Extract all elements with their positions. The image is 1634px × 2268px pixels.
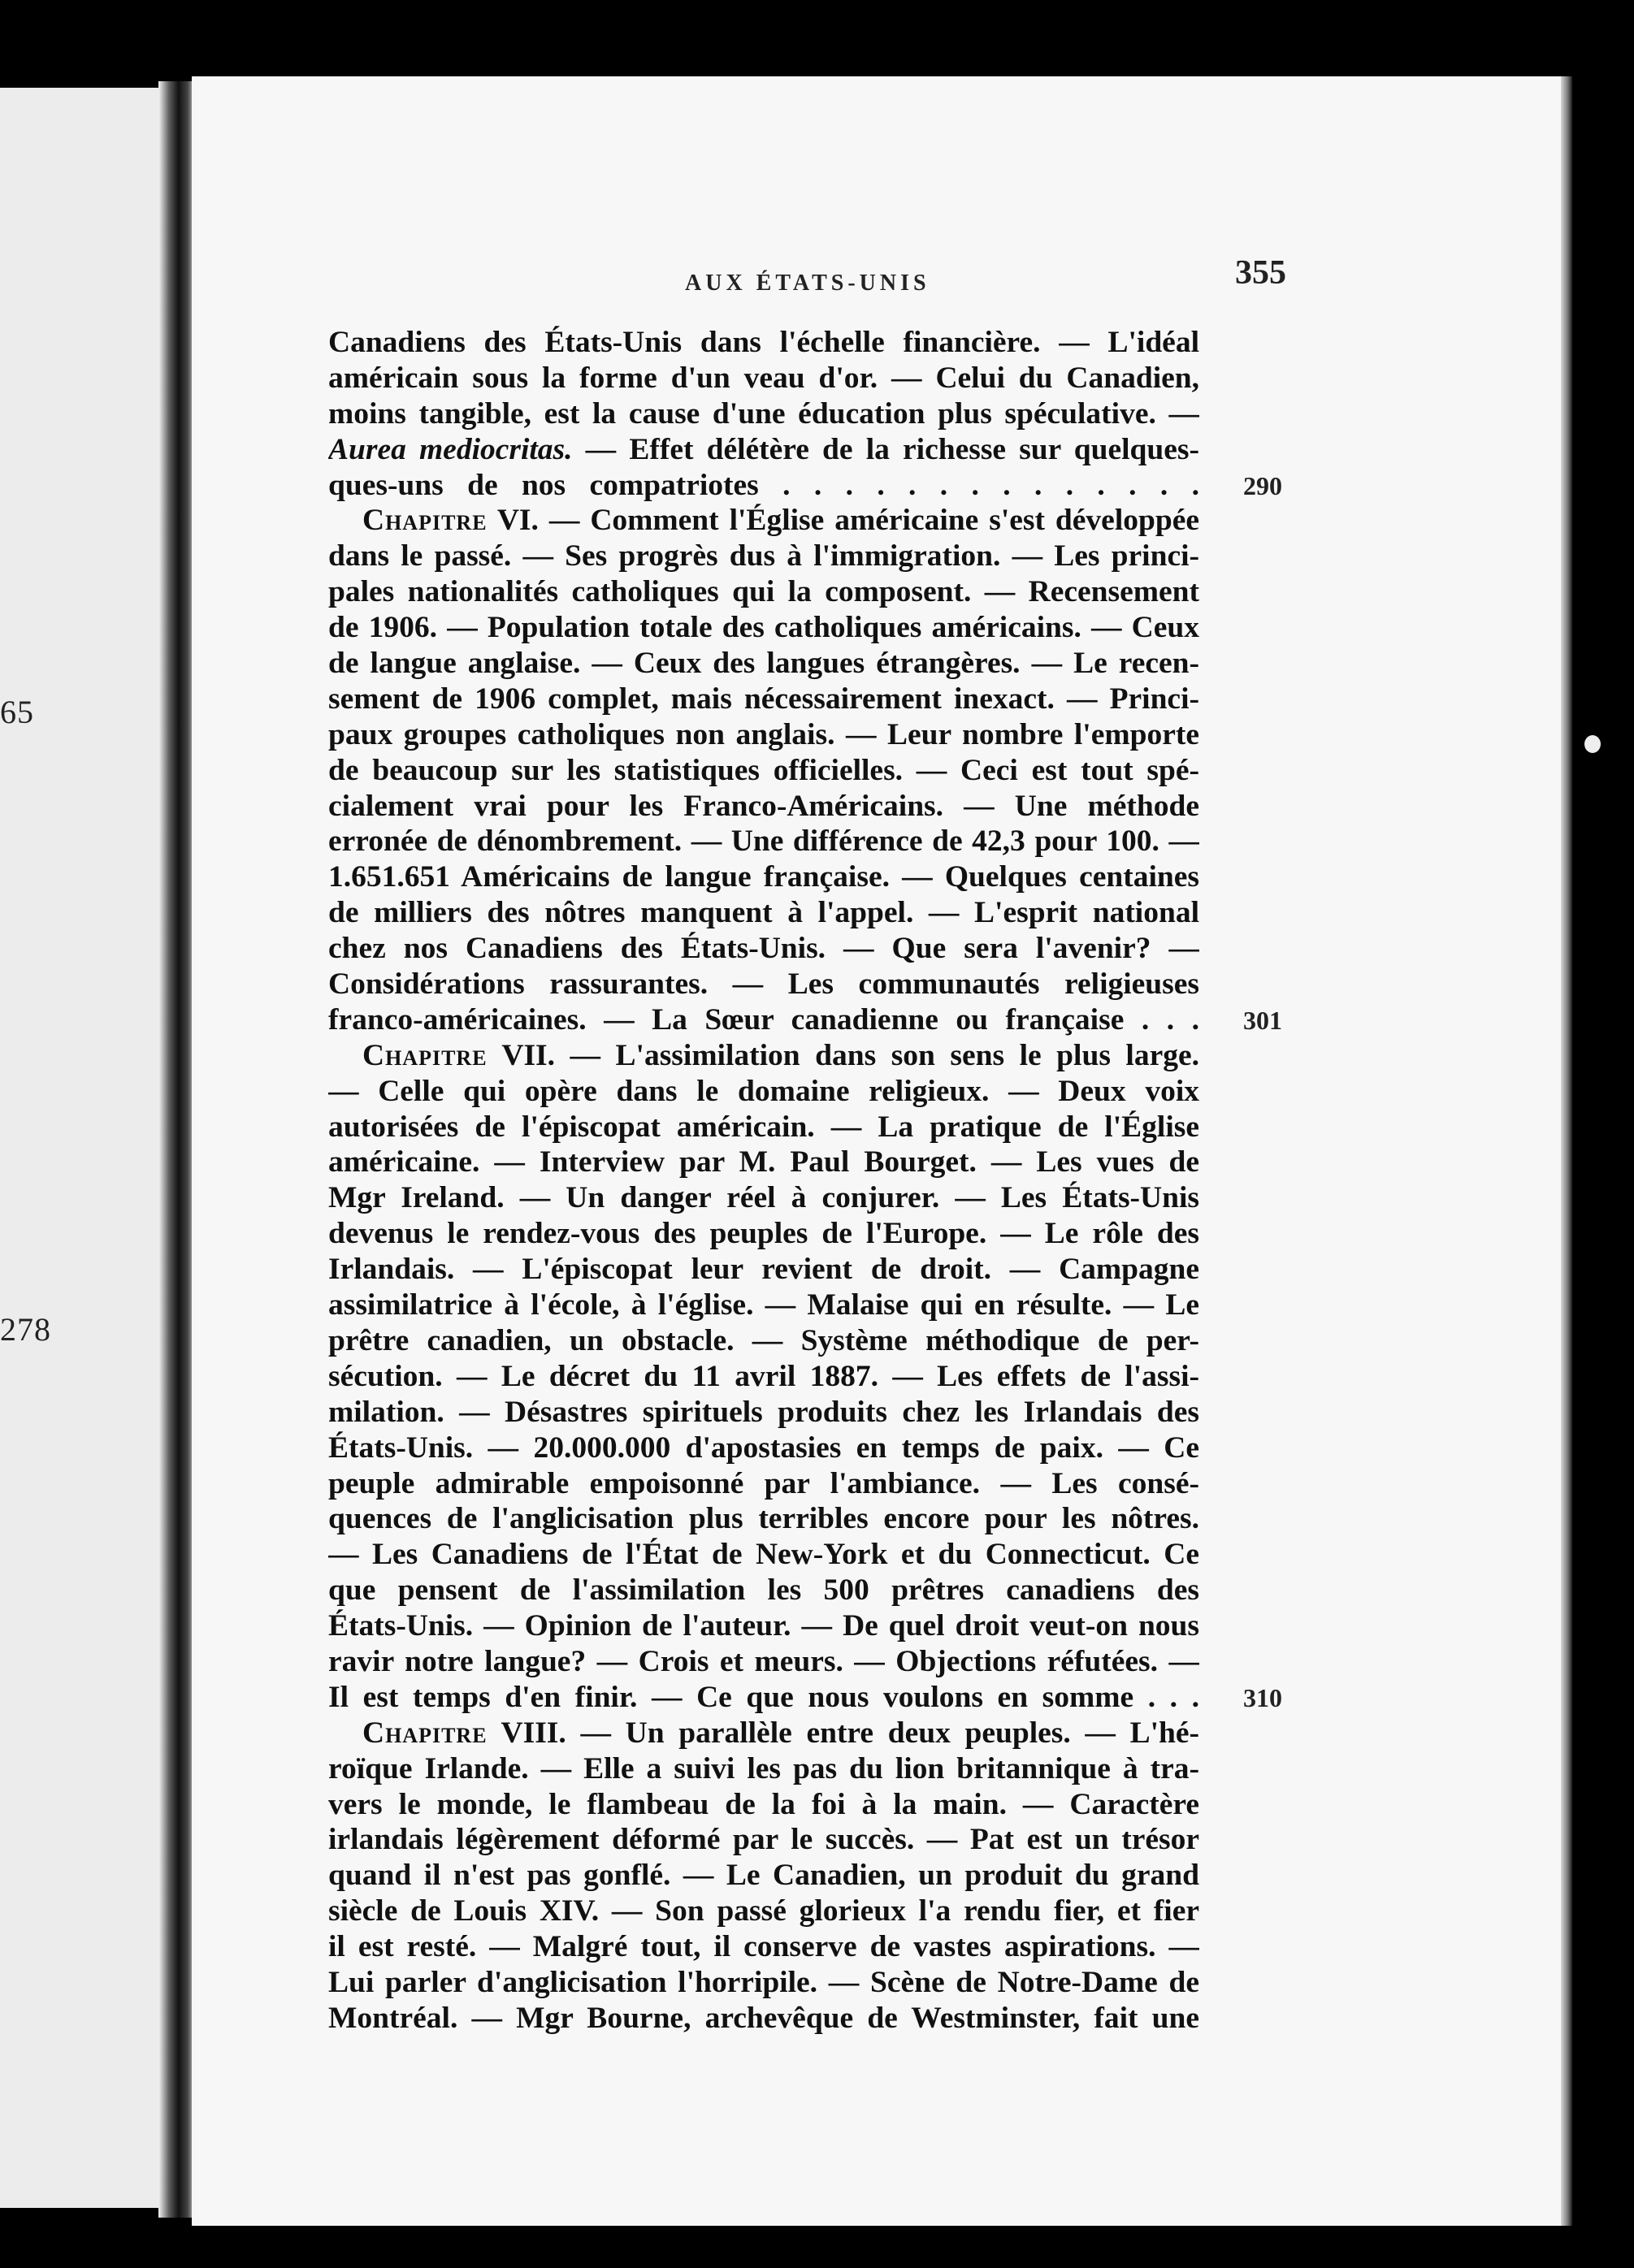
text-line: Montréal. — Mgr Bourne, archevêque de Westminster, fait une: [328, 2001, 1199, 2035]
text-line: erronée de dénombrement. — Une différence de 42,3 pour 100. —: [328, 825, 1199, 859]
page-edge: [1561, 76, 1572, 2226]
text-line: siècle de Louis XIV. — Son passé glorieux l'a rendu fier, et fier: [328, 1894, 1199, 1928]
scan-speck: [1584, 735, 1601, 753]
text-line: ques-uns de nos compatriotes . . . . . . . . . . . . . .: [328, 468, 1199, 502]
table-of-contents-text: [328, 325, 1199, 2036]
text-line: assimilatrice à l'école, à l'église. — Malaise qui en résulte. — Le: [328, 1288, 1199, 1322]
text-line: sécution. — Le décret du 11 avril 1887. — Les effets de l'assi-: [328, 1359, 1199, 1393]
text-line: roïque Irlande. — Elle a suivi les pas du lion britannique à tra-: [328, 1751, 1199, 1785]
text-line: Aurea mediocritas. — Effet délétère de la richesse sur quelques-: [328, 432, 1199, 466]
text-line: Chapitre VIII. — Un parallèle entre deux peuples. — L'hé-: [362, 1716, 1199, 1750]
text-line: États-Unis. — Opinion de l'auteur. — De quel droit veut-on nous: [328, 1609, 1199, 1643]
page-number: 355: [1235, 254, 1286, 292]
text-line: pales nationalités catholiques qui la composent. — Recensement: [328, 575, 1199, 609]
page-reference-number: 290: [1243, 470, 1282, 500]
text-line: vers le monde, le flambeau de la foi à la main. — Caractère: [328, 1787, 1199, 1821]
text-line: Chapitre VI. — Comment l'Église américaine s'est développée: [362, 504, 1199, 538]
text-line: chez nos Canadiens des États-Unis. — Que sera l'avenir? —: [328, 932, 1199, 966]
text-line: moins tangible, est la cause d'une éducation plus spéculative. —: [328, 396, 1199, 431]
text-line: milation. — Désastres spirituels produits chez les Irlandais des: [328, 1395, 1199, 1429]
text-line: prêtre canadien, un obstacle. — Système méthodique de per-: [328, 1323, 1199, 1357]
text-line: de beaucoup sur les statistiques officielles. — Ceci est tout spé-: [328, 753, 1199, 787]
page-reference-number: 301: [1243, 1006, 1282, 1036]
text-line: il est resté. — Malgré tout, il conserve de vastes aspirations. —: [328, 1930, 1199, 1964]
book-gutter: [158, 81, 195, 2218]
text-line: Mgr Ireland. — Un danger réel à conjurer. — Les États-Unis: [328, 1181, 1199, 1215]
previous-page-fragment: [0, 88, 175, 2208]
text-line: dans le passé. — Ses progrès dus à l'immigration. — Les princi-: [328, 539, 1199, 573]
text-line: Chapitre VII. — L'assimilation dans son sens le plus large.: [362, 1038, 1199, 1072]
text-line: — Les Canadiens de l'État de New-York et du Connecticut. Ce: [328, 1538, 1199, 1572]
text-line: franco-américaines. — La Sœur canadienne ou française . . .: [328, 1002, 1199, 1037]
text-line: quand il n'est pas gonflé. — Le Canadien, un produit du grand: [328, 1859, 1199, 1893]
text-line: Canadiens des États-Unis dans l'échelle financière. — L'idéal: [328, 326, 1199, 359]
text-line: ravir notre langue? — Crois et meurs. — Objections réfutées. —: [328, 1644, 1199, 1678]
text-line: américaine. — Interview par M. Paul Bourget. — Les vues de: [328, 1145, 1199, 1179]
text-line: Irlandais. — L'épiscopat leur revient de droit. — Campagne: [328, 1253, 1199, 1287]
text-line: que pensent de l'assimilation les 500 prêtres canadiens des: [328, 1573, 1199, 1608]
text-line: cialement vrai pour les Franco-Américains. — Une méthode: [328, 789, 1199, 823]
text-line: peuple admirable empoisonné par l'ambiance. — Les consé-: [328, 1466, 1199, 1500]
page-reference-number: 310: [1243, 1683, 1282, 1713]
text-line: 1.651.651 Américains de langue française. — Quelques centaines: [328, 860, 1199, 894]
text-line: autorisées de l'épiscopat américain. — La pratique de l'Église: [328, 1110, 1199, 1144]
text-line: de langue anglaise. — Ceux des langues étrangères. — Le recen-: [328, 647, 1199, 681]
text-line: sement de 1906 complet, mais nécessairement inexact. — Princi-: [328, 682, 1199, 716]
text-line: américain sous la forme d'un veau d'or. — Celui du Canadien,: [328, 361, 1199, 395]
margin-number: 278: [0, 1311, 51, 1348]
text-line: irlandais légèrement déformé par le succès. — Pat est un trésor: [328, 1823, 1199, 1857]
text-line: Lui parler d'anglicisation l'horripile. — Scène de Notre-Dame de: [328, 1965, 1199, 1999]
running-head: AUX ÉTATS-UNIS: [685, 271, 930, 296]
text-line: — Celle qui opère dans le domaine religieux. — Deux voix: [328, 1074, 1199, 1108]
text-line: devenus le rendez-vous des peuples de l'Europe. — Le rôle des: [328, 1217, 1199, 1251]
text-line: Il est temps d'en finir. — Ce que nous voulons en somme . . .: [328, 1680, 1199, 1714]
text-line: paux groupes catholiques non anglais. — Leur nombre l'emporte: [328, 717, 1199, 751]
margin-number: 65: [0, 694, 34, 730]
text-line: quences de l'anglicisation plus terribles encore pour les nôtres.: [328, 1502, 1199, 1536]
text-line: États-Unis. — 20.000.000 d'apostasies en temps de paix. — Ce: [328, 1430, 1199, 1465]
text-line: de milliers des nôtres manquent à l'appel. — L'esprit national: [328, 896, 1199, 930]
text-line: Considérations rassurantes. — Les communautés religieuses: [328, 967, 1199, 1002]
text-line: de 1906. — Population totale des catholiques américains. — Ceux: [328, 611, 1199, 645]
